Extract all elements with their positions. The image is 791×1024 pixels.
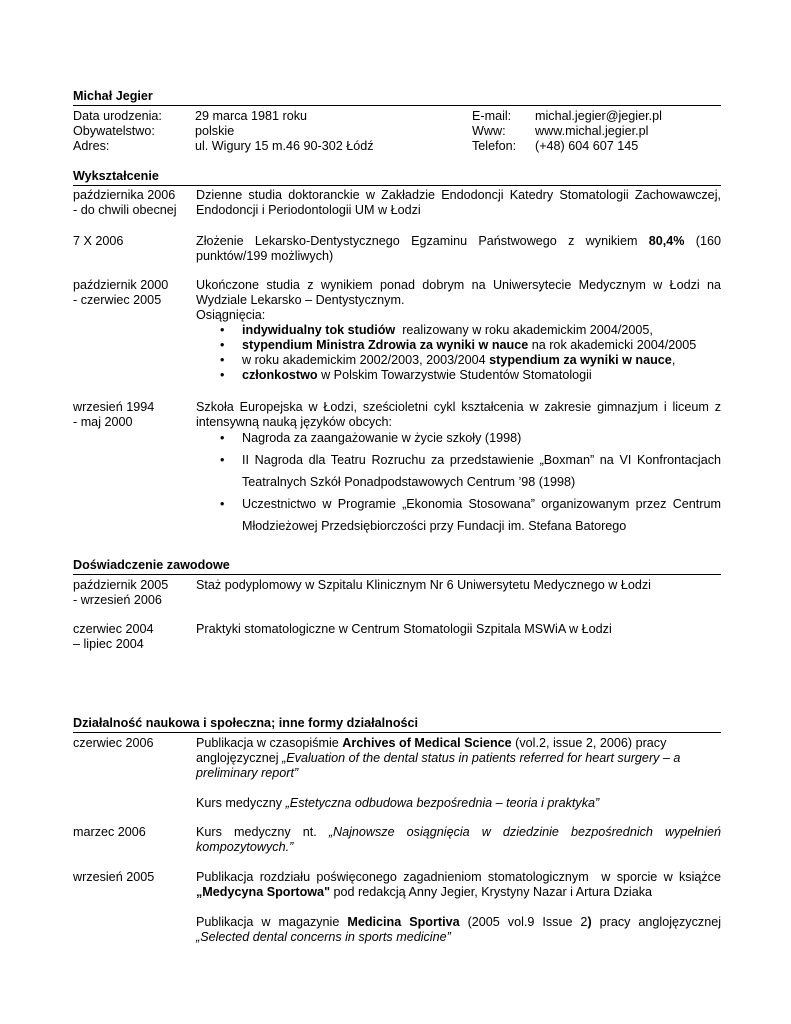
experience-entry-text: Praktyki stomatologiczne w Centrum Stomatologii Szpitala MSWiA w Łodzi (196, 622, 612, 636)
publication-title: „Selected dental concerns in sports medicine” (196, 930, 451, 944)
education-entry-text (196, 278, 721, 383)
text-run: (vol.2, issue 2, 2006) pracy anglojęzycznej (196, 736, 667, 765)
science-entry-text (196, 736, 721, 811)
date-line: - do chwili obecnej (73, 203, 177, 217)
list-item (196, 338, 721, 353)
publication-title: „Evaluation of the dental status in patients referred for heart surgery – a preliminary report” (196, 751, 681, 780)
list-item (196, 353, 721, 368)
phone-label: Telefon: (472, 139, 517, 153)
date-line: czerwiec 2006 (73, 736, 154, 750)
citizenship-value: polskie (195, 124, 235, 138)
science-entry-text (196, 825, 721, 855)
education-date (73, 188, 193, 218)
course-title: „Najnowsze osiągnięcia w dziedzinie bezpośrednich wypełnień kompozytowych.” (196, 825, 721, 854)
text-run: członkostwo (242, 368, 318, 382)
text-run: ) (587, 915, 592, 929)
date-line: wrzesień 1994 (73, 400, 155, 414)
email-label: E-mail: (472, 109, 512, 123)
address-value: ul. Wigury 15 m.46 90-302 Łódź (195, 139, 374, 153)
education-date (73, 278, 193, 308)
education-entry-text (196, 400, 721, 537)
date-line: - czerwiec 2005 (73, 293, 162, 307)
science-date (73, 736, 193, 751)
text-run: (160 punktów/199 możliwych) (196, 234, 721, 263)
education-heading: Wykształcenie (73, 169, 721, 186)
text-run: Kurs medyczny nt. (196, 825, 329, 839)
date-line: października 2006 (73, 188, 176, 202)
education-date (73, 234, 193, 249)
date-line: październik 2005 (73, 578, 169, 592)
journal-name: Medicina Sportiva (347, 915, 460, 929)
text-run: Szkoła Europejska w Łodzi, sześcioletni cykl kształcenia w zakresie gimnazjum i liceum z intensywną nauką języków obcych: (196, 400, 721, 429)
experience-date (73, 578, 193, 608)
email-value[interactable]: michal.jegier@jegier.pl (535, 109, 662, 123)
achievements-label: Osiągnięcia: (196, 308, 266, 322)
awards-list (196, 427, 721, 537)
date-line: marzec 2006 (73, 825, 146, 839)
phone-value: (+48) 604 607 145 (535, 139, 639, 153)
text-run: w roku akademickim 2002/2003, 2003/2004 (242, 353, 490, 367)
science-entry-text (196, 870, 725, 945)
journal-name: Archives of Medical Science (342, 736, 512, 750)
list-item (196, 323, 721, 338)
paragraph (196, 736, 721, 781)
text-run: stypendium za wyniki w nauce (489, 353, 672, 367)
paragraph (196, 796, 721, 811)
education-entry-text (196, 234, 721, 264)
date-line: - maj 2000 (73, 415, 133, 429)
text-run: indywidualny tok studiów (242, 323, 396, 337)
text-run: Kurs medyczny (196, 796, 286, 810)
text-run: Złożenie Lekarsko-Dentystycznego Egzaminu Państwowego z wynikiem (196, 234, 649, 248)
birth-label: Data urodzenia: (73, 109, 162, 123)
text-run: Publikacja rozdziału poświęconego zagadnieniom stomatologicznym w sporcie w książce (196, 870, 725, 884)
address-label: Adres: (73, 139, 110, 153)
achievements-list (196, 323, 721, 383)
science-heading: Działalność naukowa i społeczna; inne formy działalności (73, 716, 721, 733)
text-run: stypendium Ministra Zdrowia za wyniki w nauce (242, 338, 529, 352)
course-title: „Estetyczna odbudowa bezpośrednia – teoria i praktyka” (285, 796, 600, 810)
list-item: • II Nagroda dla Teatru Rozruchu za przedstawienie „Boxman” na VI Konfrontacjach Teatralnych Szkół Ponadpodstawowych Centrum ’98 (1998) (196, 449, 721, 493)
date-line: wrzesień 2005 (73, 870, 155, 884)
text-run: w Polskim Towarzystwie Studentów Stomatologii (317, 368, 592, 382)
list-item: • Uczestnictwo w Programie „Ekonomia Stosowana” organizowanym przez Centrum Młodzieżowej Przedsiębiorczości przy Fundacji im. Stefana Batorego (196, 493, 721, 537)
text-run: na rok akademicki 2004/2005 (528, 338, 697, 352)
education-entry-text: Dzienne studia doktoranckie w Zakładzie Endodoncji Katedry Stomatologii Zachowawczej, Endodoncji i Periodontologii UM w Łodzi (196, 188, 721, 217)
date-line: czerwiec 2004 (73, 622, 154, 636)
experience-date (73, 622, 193, 652)
date-line: - wrzesień 2006 (73, 593, 162, 607)
list-item (196, 368, 721, 383)
list-item: • Nagroda za zaangażowanie w życie szkoły (1998) (196, 427, 721, 449)
citizenship-label: Obywatelstwo: (73, 124, 155, 138)
text-run: , (671, 353, 676, 367)
science-date (73, 825, 193, 840)
science-date (73, 870, 193, 885)
experience-heading: Doświadczenie zawodowe (73, 558, 721, 575)
exam-score: 80,4% (648, 234, 685, 248)
www-value[interactable]: www.michal.jegier.pl (535, 124, 649, 138)
experience-entry-text: Staż podyplomowy w Szpitalu Klinicznym Nr 6 Uniwersytetu Medycznego w Łodzi (196, 578, 651, 592)
text-run: Publikacja w czasopiśmie (196, 736, 343, 750)
text-run: Publikacja w magazynie (196, 915, 348, 929)
paragraph (196, 870, 725, 900)
text-run: pracy anglojęzycznej (591, 915, 722, 929)
www-label: Www: (472, 124, 506, 138)
paragraph (196, 915, 721, 945)
book-title: „Medycyna Sportowa" (196, 885, 331, 899)
text-run: (2005 vol.9 Issue 2 (459, 915, 588, 929)
text-run: Ukończone studia z wynikiem ponad dobrym na Uniwersytecie Medycznym w Łodzi na Wydziale Lekarsko – Dentystycznym. (196, 278, 721, 307)
education-date (73, 400, 193, 430)
text-run: realizowany w roku akademickim 2004/2005, (395, 323, 653, 337)
date-line: 7 X 2006 (73, 234, 124, 248)
birth-value: 29 marca 1981 roku (195, 109, 308, 123)
person-name: Michał Jegier (73, 89, 721, 106)
date-line: – lipiec 2004 (73, 637, 144, 651)
text-run: pod redakcją Anny Jegier, Krystyny Nazar i Artura Dziaka (330, 885, 653, 899)
date-line: październik 2000 (73, 278, 169, 292)
